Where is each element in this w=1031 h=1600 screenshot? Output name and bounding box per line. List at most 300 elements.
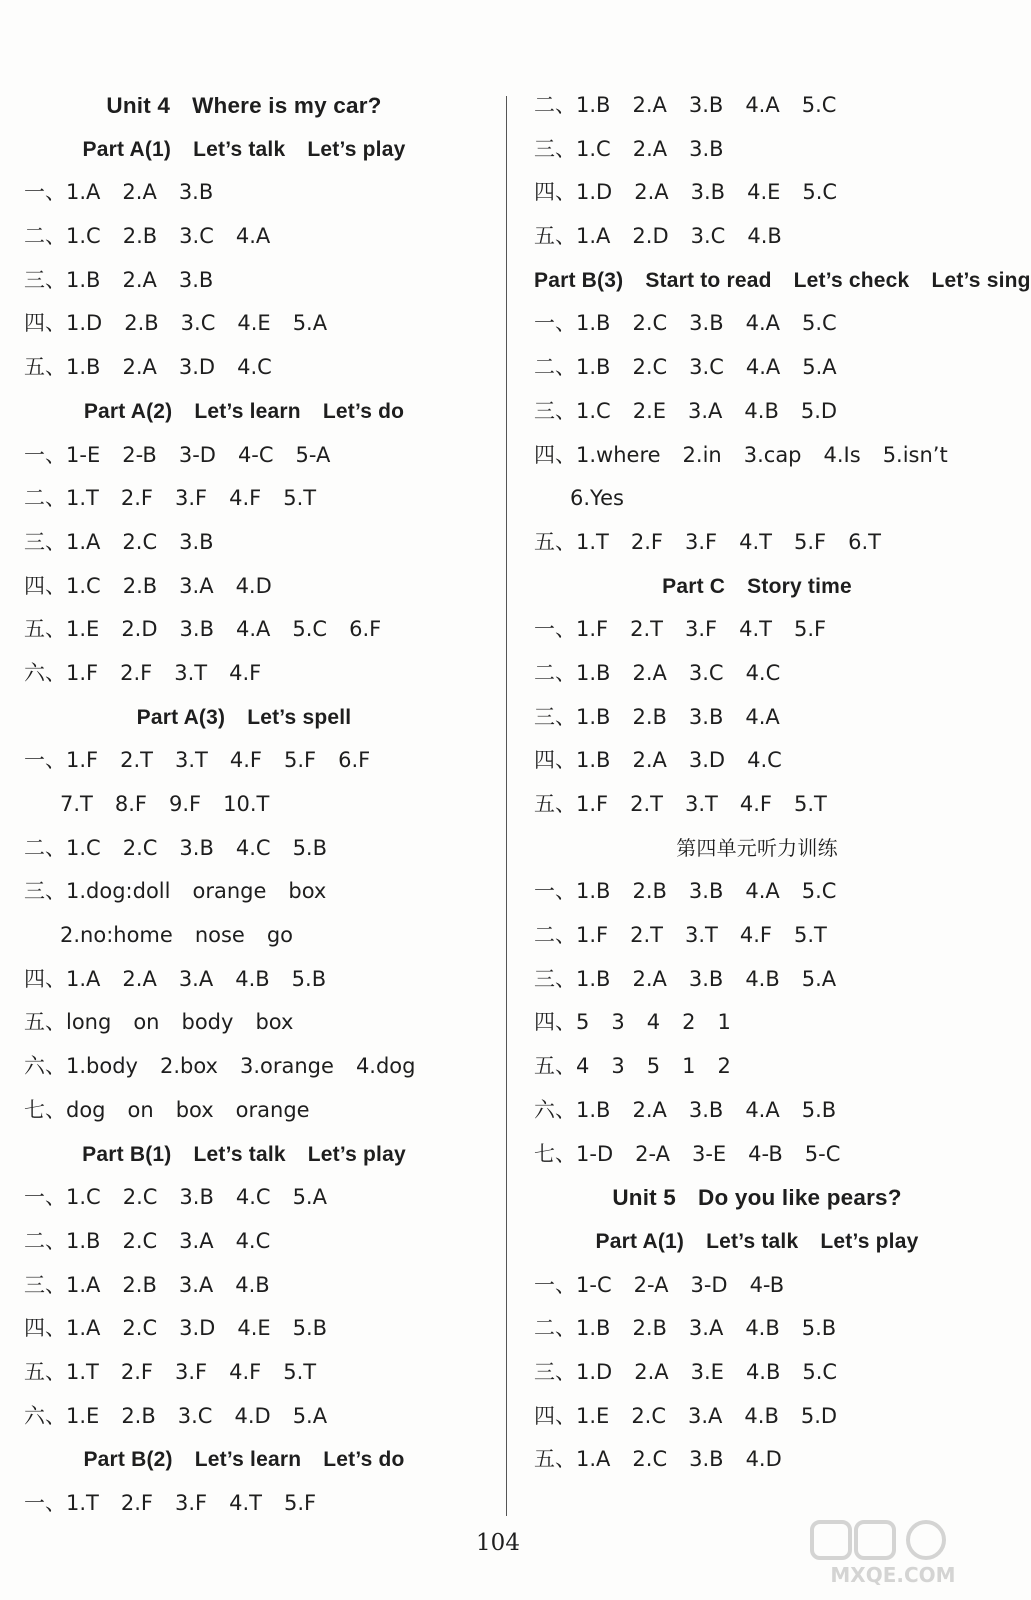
question-group-marker: 六、	[24, 1054, 66, 1079]
answer-item: 1.F	[66, 660, 99, 685]
answer-item: 4.E	[237, 1316, 271, 1341]
answer-item: on	[133, 1010, 160, 1035]
answer-item: 2.A	[632, 660, 667, 685]
answer-item: 9.F	[169, 792, 202, 816]
answer-item: 5.C	[802, 1359, 838, 1384]
answer-row	[534, 434, 980, 478]
answer-item: 6.F	[338, 748, 371, 773]
answer-item: 5	[576, 1010, 590, 1035]
answer-item: 5.F	[794, 617, 827, 642]
section-heading	[24, 696, 464, 740]
answer-row	[534, 652, 980, 696]
answer-row	[534, 390, 980, 434]
answer-row	[534, 608, 980, 652]
heading-segment: Start to read	[645, 268, 772, 292]
answer-row	[534, 477, 980, 521]
section-heading	[24, 1133, 464, 1177]
answer-item: 4.A	[745, 93, 780, 117]
answer-row	[24, 259, 464, 303]
question-group-marker: 五、	[534, 529, 576, 554]
answer-item: 4.A	[745, 355, 781, 380]
answer-item: 1.D	[576, 1359, 613, 1384]
answer-item: 5.C	[801, 93, 837, 117]
answer-item: 3.B	[178, 267, 214, 292]
answer-item: 5.T	[794, 792, 827, 816]
answer-item: 5.F	[284, 1491, 317, 1515]
answer-item: 4.D	[234, 1403, 271, 1428]
answer-item: 4.B	[745, 966, 780, 991]
heading-segment: Part A(2)	[83, 399, 173, 423]
answer-item: 1.B	[576, 355, 611, 380]
question-group-marker: 一、	[534, 617, 576, 642]
answer-item: 2-B	[122, 442, 157, 467]
answer-item: go	[266, 923, 294, 948]
answer-item: 1	[717, 1010, 731, 1035]
answer-item: 5.B	[801, 1316, 837, 1341]
answer-item: 4-C	[237, 442, 274, 467]
answer-item: 3.A	[688, 1403, 723, 1428]
answer-item: 1.B	[576, 704, 611, 729]
answer-item: 1.B	[576, 748, 611, 773]
answer-item: 4.T	[229, 1491, 262, 1515]
answer-item: 1.C	[576, 398, 611, 423]
answer-item: 2.A	[632, 136, 668, 161]
answer-item: nose	[194, 923, 245, 948]
answer-item: 4.F	[229, 486, 262, 511]
answer-row	[24, 1176, 464, 1220]
answer-item: orange	[235, 1097, 310, 1122]
answer-item: 4.T	[739, 529, 772, 554]
answer-row	[534, 302, 980, 346]
answer-item: 2.B	[122, 224, 158, 249]
answer-row	[534, 696, 980, 740]
answer-item: 4.F	[229, 748, 262, 773]
question-group-marker: 四、	[534, 1010, 576, 1035]
answer-item: 3.C	[177, 1403, 213, 1428]
answer-item: 1.F	[576, 792, 609, 816]
answer-item: 3.B	[689, 1447, 724, 1472]
answer-item: 4.F	[229, 660, 262, 685]
answer-row	[534, 1438, 980, 1482]
answer-item: 5.B	[292, 1316, 328, 1341]
answer-item: 3.A	[688, 1316, 724, 1341]
question-group-marker: 四、	[24, 966, 66, 991]
answer-item: 5.A	[292, 1185, 327, 1210]
answer-item: 2.D	[121, 617, 158, 642]
answer-item: 2.B	[121, 1403, 156, 1428]
question-group-marker: 二、	[534, 660, 576, 685]
answer-row	[24, 827, 464, 871]
question-group-marker: 四、	[534, 442, 576, 467]
answer-item: 1.B	[576, 93, 611, 117]
answer-item: 4.E	[747, 180, 781, 205]
answer-row	[534, 739, 980, 783]
answer-item: 4.C	[235, 1228, 271, 1253]
answer-item: 5.A	[802, 355, 837, 380]
question-group-marker: 二、	[534, 923, 576, 948]
answer-row	[24, 870, 464, 914]
heading-segment: Part B(2)	[83, 1448, 173, 1472]
answer-item: 1.C	[66, 224, 101, 249]
answer-item: 4.B	[235, 1272, 270, 1297]
answer-item: 1-C	[576, 1272, 612, 1297]
answer-item: 4.D	[745, 1447, 782, 1472]
question-group-marker: 三、	[534, 398, 576, 423]
answer-item: 1.body	[66, 1054, 138, 1079]
section-heading	[534, 1176, 980, 1220]
answer-item: 2.B	[122, 1272, 157, 1297]
section-heading	[534, 827, 980, 871]
answer-item: box	[255, 1010, 294, 1035]
answer-item: 2.C	[122, 1316, 158, 1341]
answer-item: 2	[717, 1054, 731, 1079]
heading-segment: Do you like pears?	[698, 1185, 902, 1211]
answer-item: 6.F	[349, 617, 382, 642]
question-group-marker: 二、	[534, 93, 576, 117]
answer-item: 2.F	[120, 660, 153, 685]
answer-item: 2.F	[120, 1491, 153, 1515]
answer-item: 4.A	[745, 1097, 780, 1122]
answer-item: 4.B	[745, 1359, 781, 1384]
answer-item: 1.where	[576, 442, 661, 467]
answer-item: 3.B	[178, 180, 214, 205]
answer-item: 4.B	[235, 966, 270, 991]
answer-item: 1.A	[66, 966, 101, 991]
answer-row	[24, 1001, 464, 1045]
answer-item: 1.A	[66, 1272, 101, 1297]
heading-segment: Let’s learn	[194, 399, 301, 423]
answer-item: 3-D	[690, 1272, 728, 1297]
answer-item: 4.C	[745, 660, 781, 685]
answer-item: 3.F	[685, 617, 718, 642]
answer-logo-icon	[808, 1518, 978, 1588]
answer-item: 4.A	[745, 704, 780, 729]
answer-item: 2.box	[159, 1054, 218, 1079]
answer-item: 1.A	[576, 1447, 611, 1472]
answer-row	[534, 1133, 980, 1177]
answer-item: 2.A	[632, 1097, 667, 1122]
answer-row	[24, 1395, 464, 1439]
answer-item: 5.T	[283, 1359, 317, 1384]
question-group-marker: 三、	[24, 1272, 66, 1297]
answer-row	[24, 1089, 464, 1133]
answer-item: 2.B	[122, 573, 158, 598]
question-group-marker: 四、	[534, 180, 576, 205]
answer-item: 5.T	[283, 486, 317, 511]
answer-item: 2.C	[632, 355, 668, 380]
heading-segment: Part B(3)	[534, 268, 624, 292]
answer-item: 7.T	[60, 792, 93, 816]
answer-item: 1.A	[66, 529, 101, 554]
answer-row	[534, 958, 980, 1002]
answer-item: 4.A	[235, 224, 271, 249]
answer-row	[24, 1307, 464, 1351]
answer-item: 1.B	[66, 355, 101, 380]
answer-item: 2.T	[630, 792, 663, 816]
answer-item: dog	[66, 1097, 106, 1122]
answer-item: 3.B	[688, 1097, 724, 1122]
heading-segment: Where is my car?	[192, 93, 382, 118]
answer-item: 4.B	[744, 398, 779, 423]
heading-segment: 第四单元听力训练	[676, 835, 838, 860]
answer-item: 3.A	[178, 1272, 214, 1297]
heading-segment: Unit 4	[106, 93, 171, 118]
answer-item: 3.C	[180, 311, 216, 336]
answer-item: 4.C	[747, 748, 782, 773]
question-group-marker: 四、	[24, 573, 66, 598]
answer-item: 4.Is	[823, 442, 861, 467]
answer-row	[24, 171, 464, 215]
answer-item: 2.no:home	[60, 923, 173, 948]
heading-segment: Let’s talk	[193, 137, 286, 161]
answer-item: 3.T	[175, 748, 208, 773]
answer-item: 5.T	[794, 923, 827, 948]
answer-item: 6.T	[848, 529, 881, 554]
answer-item: 3.D	[178, 355, 216, 380]
question-group-marker: 五、	[534, 792, 576, 816]
heading-segment: Part A(1)	[82, 137, 172, 161]
answer-item: 1.F	[576, 617, 609, 642]
question-group-marker: 六、	[24, 1403, 66, 1428]
answer-item: 5	[646, 1054, 661, 1079]
left-column	[24, 84, 464, 1526]
answer-item: 3.A	[179, 1228, 214, 1253]
answer-item: 3.B	[179, 617, 214, 642]
answer-item: 5.D	[800, 398, 838, 423]
answer-item: 1.C	[576, 136, 611, 161]
answer-item: 3	[611, 1054, 625, 1079]
answer-item: 3.C	[688, 660, 724, 685]
heading-segment: Part C	[662, 574, 726, 598]
answer-item: 4.A	[235, 617, 271, 642]
answer-item: 5.C	[802, 180, 838, 205]
answer-item: box	[175, 1097, 214, 1122]
answer-item: 5.C	[801, 879, 837, 904]
answer-item: on	[127, 1097, 154, 1122]
answer-item: 3.C	[690, 224, 726, 249]
answer-item: 3.A	[178, 966, 214, 991]
watermark-text: MXQE.COM	[830, 1563, 956, 1587]
answer-item: 2-A	[635, 1141, 670, 1166]
question-group-marker: 五、	[24, 355, 66, 380]
answer-item: 2.B	[124, 311, 159, 336]
answer-item: 1.T	[576, 529, 609, 554]
answer-item: 2.C	[632, 1447, 668, 1472]
answer-item: 1-D	[576, 1141, 614, 1166]
answer-item: 3.B	[688, 704, 724, 729]
question-group-marker: 一、	[24, 180, 66, 205]
answer-item: 4	[576, 1054, 590, 1079]
answer-row	[24, 434, 464, 478]
answer-item: 2.A	[634, 1359, 669, 1384]
answer-item: 3.B	[688, 879, 724, 904]
answer-item: 4.C	[235, 1185, 271, 1210]
answer-item: 1	[682, 1054, 696, 1079]
answer-item: 1.B	[576, 311, 611, 336]
right-column	[534, 84, 1031, 1482]
heading-segment: Let’s talk	[193, 1142, 286, 1166]
answer-row	[24, 652, 464, 696]
answer-item: 6.Yes	[570, 486, 624, 511]
answer-row	[24, 346, 464, 390]
answer-item: 3.B	[179, 529, 214, 554]
answer-item: 3.T	[685, 792, 718, 816]
answer-item: 3.B	[179, 1185, 214, 1210]
answer-item: 3.T	[685, 923, 718, 948]
answer-item: 2.C	[122, 1185, 158, 1210]
question-group-marker: 三、	[534, 1359, 576, 1384]
question-group-marker: 四、	[24, 1316, 66, 1341]
answer-item: 3.F	[175, 1359, 208, 1384]
answer-item: body	[181, 1010, 234, 1035]
answer-item: 3.F	[175, 486, 208, 511]
answer-item: 1.D	[66, 311, 103, 336]
question-group-marker: 二、	[24, 486, 66, 511]
answer-item: 2.A	[634, 180, 669, 205]
answer-item: 2.C	[122, 529, 158, 554]
answer-item: 2.F	[630, 529, 663, 554]
answer-item: 4.B	[744, 1403, 779, 1428]
answer-item: 3	[611, 1010, 625, 1035]
answer-item: 2.C	[632, 311, 668, 336]
answer-row	[534, 1307, 980, 1351]
section-heading	[534, 565, 980, 609]
answer-item: 3.C	[689, 355, 724, 380]
heading-segment: Part B(1)	[82, 1142, 172, 1166]
answer-item: 1.T	[66, 1359, 99, 1384]
answer-item: 1.A	[66, 180, 101, 205]
answer-item: 4.D	[235, 573, 272, 598]
answer-item: 1-E	[66, 442, 101, 467]
answer-item: 2.D	[632, 224, 669, 249]
question-group-marker: 五、	[534, 1447, 576, 1472]
question-group-marker: 三、	[24, 267, 66, 292]
heading-segment: Let’s play	[307, 1142, 406, 1166]
answer-item: 5.A	[801, 966, 837, 991]
heading-segment: Part A(3)	[136, 705, 226, 729]
heading-segment: Part A(1)	[595, 1229, 685, 1253]
question-group-marker: 二、	[24, 835, 66, 860]
answer-item: 4.F	[229, 1359, 262, 1384]
answer-row	[24, 1045, 464, 1089]
answer-item: 10.T	[223, 792, 270, 816]
answer-item: 2.in	[682, 442, 722, 467]
answer-item: 1.T	[66, 486, 99, 511]
answer-item: 2.F	[120, 486, 153, 511]
page-number: 104	[476, 1530, 520, 1556]
question-group-marker: 二、	[534, 1316, 576, 1341]
question-group-marker: 一、	[24, 442, 66, 467]
question-group-marker: 三、	[24, 529, 66, 554]
answer-row	[534, 128, 980, 172]
answer-row	[534, 1264, 980, 1308]
answer-row	[534, 1045, 980, 1089]
answer-item: 1.T	[66, 1491, 99, 1515]
answer-item: 3.D	[688, 748, 726, 773]
answer-item: 3-D	[178, 442, 216, 467]
answer-item: 1.F	[66, 748, 99, 773]
answer-item: 3.D	[179, 1316, 216, 1341]
answer-item: 5.C	[292, 617, 328, 642]
answer-item: orange	[192, 879, 267, 904]
answer-item: 3.orange	[239, 1054, 334, 1079]
answer-item: 4.C	[235, 835, 271, 860]
answer-item: 1.E	[576, 1403, 610, 1428]
answer-item: 5.D	[800, 1403, 838, 1428]
answer-item: 5.B	[292, 835, 328, 860]
answer-item: 1.B	[576, 660, 611, 685]
answer-item: 3.A	[688, 398, 723, 423]
answer-item: 2.T	[120, 748, 153, 773]
section-heading	[24, 390, 464, 434]
answer-item: 4.E	[237, 311, 271, 336]
section-heading	[534, 259, 1031, 303]
answer-item: 2.A	[122, 966, 157, 991]
answer-item: 4	[646, 1010, 661, 1035]
answer-item: 1.A	[66, 1316, 101, 1341]
answer-row	[534, 84, 980, 128]
heading-segment: Let’s play	[820, 1229, 919, 1253]
question-group-marker: 一、	[534, 311, 576, 336]
answer-row	[534, 346, 980, 390]
answer-item: 4.C	[237, 355, 272, 380]
answer-item: 3.B	[179, 835, 214, 860]
answer-item: 3-E	[691, 1141, 727, 1166]
answer-row	[24, 215, 464, 259]
answer-item: 1.F	[576, 923, 609, 948]
answer-item: 1.B	[576, 1097, 611, 1122]
heading-segment: Let’s sing	[931, 268, 1031, 292]
answer-item: 5.B	[291, 966, 327, 991]
question-group-marker: 四、	[534, 748, 576, 773]
answer-row	[24, 302, 464, 346]
answer-item: 2.E	[632, 398, 667, 423]
section-heading	[534, 1220, 980, 1264]
answer-item: box	[288, 879, 327, 904]
answer-item: 1.D	[576, 180, 613, 205]
answer-item: 3.C	[179, 224, 214, 249]
heading-segment: Let’s check	[793, 268, 910, 292]
answer-item: 3.T	[174, 660, 208, 685]
answer-row	[24, 521, 464, 565]
answer-item: 2.C	[122, 835, 158, 860]
heading-segment: Let’s talk	[706, 1229, 799, 1253]
answer-item: 5.isn’t	[882, 442, 948, 467]
answer-item: 2.C	[122, 1228, 158, 1253]
answer-row	[24, 1351, 464, 1395]
answer-item: 5.B	[801, 1097, 837, 1122]
answer-item: 3.B	[688, 966, 724, 991]
answer-item: 2.B	[632, 1316, 667, 1341]
answer-row	[24, 477, 464, 521]
answer-item: 3.F	[685, 529, 718, 554]
question-group-marker: 二、	[534, 355, 576, 380]
question-group-marker: 二、	[24, 224, 66, 249]
answer-item: 2.A	[122, 267, 157, 292]
answer-item: 1.C	[66, 1185, 101, 1210]
answer-item: 4-B	[749, 1272, 785, 1297]
question-group-marker: 一、	[534, 1272, 576, 1297]
question-group-marker: 三、	[534, 966, 576, 991]
answer-row	[534, 870, 980, 914]
answer-row	[534, 783, 980, 827]
answer-item: 5-C	[804, 1141, 841, 1166]
section-heading	[24, 1438, 464, 1482]
column-divider	[506, 96, 507, 1516]
answer-item: 1.A	[576, 224, 611, 249]
answer-item: 3.B	[690, 180, 726, 205]
question-group-marker: 三、	[534, 136, 576, 161]
